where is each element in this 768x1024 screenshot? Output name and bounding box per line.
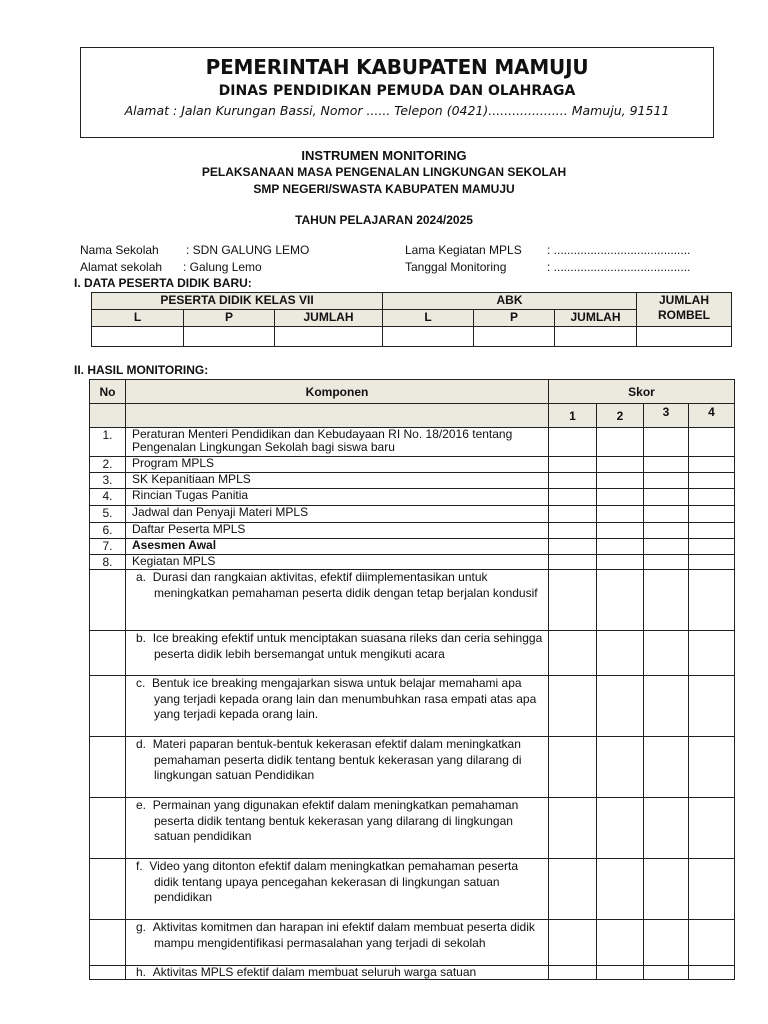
row-number-blank [90, 570, 126, 631]
score-cell[interactable] [549, 676, 597, 737]
table-row [90, 737, 735, 798]
sub-text: Video yang ditonton efektif dalam meningkatkan pemahaman peserta didik tentang upaya pencegahan kekerasan di lingkungan satuan pendidikan [149, 859, 519, 904]
input-cell[interactable] [555, 327, 637, 347]
sub-text: Aktivitas komitmen dan harapan ini efektif dalam membuat peserta didik mampu mengidentifikasi permasalahan yang terjadi di sekolah [152, 920, 535, 950]
score-cell[interactable] [597, 676, 644, 737]
row-number-blank [90, 798, 126, 859]
score-cell[interactable] [644, 631, 689, 676]
input-cell[interactable] [275, 327, 383, 347]
score-cell[interactable] [597, 570, 644, 631]
sub-label: b. [136, 631, 147, 645]
header-abk-p: P [474, 310, 555, 327]
score-cell[interactable] [549, 489, 597, 506]
row-number: 1. [90, 428, 126, 457]
skor-4: 4 [689, 404, 735, 428]
header-komponen: Komponen [126, 380, 549, 404]
alamat-sekolah-label: Alamat sekolah [80, 260, 163, 274]
row-number-blank [90, 966, 126, 980]
score-cell[interactable] [689, 473, 735, 489]
score-cell[interactable] [644, 523, 689, 539]
sub-text: Aktivitas MPLS efektif dalam membuat seluruh warga satuan [152, 965, 477, 979]
score-cell[interactable] [597, 798, 644, 859]
row-komponen: Asesmen Awal [126, 539, 549, 555]
sub-label: c. [136, 676, 146, 690]
input-cell[interactable] [637, 327, 732, 347]
row-komponen: Peraturan Menteri Pendidikan dan Kebudayaan RI No. 18/2016 tentang Pengenalan Lingkungan Sekolah bagi siswa baru [126, 428, 549, 457]
table-row [90, 539, 735, 555]
sub-text: Durasi dan rangkaian aktivitas, efektif diimplementasikan untuk meningkatkan pemahaman peserta didik dengan tetap berjalan kondusif [152, 570, 538, 600]
section-1-title: I. DATA PESERTA DIDIK BARU: [74, 276, 252, 290]
input-cell[interactable] [474, 327, 555, 347]
header-no: No [90, 380, 126, 404]
score-cell[interactable] [597, 859, 644, 920]
skor-2: 2 [597, 404, 644, 428]
sub-label: f. [136, 859, 143, 873]
header-abk: ABK [383, 293, 637, 310]
row-number: 2. [90, 457, 126, 473]
score-cell[interactable] [549, 555, 597, 570]
score-cell[interactable] [689, 489, 735, 506]
sub-text: Ice breaking efektif untuk menciptakan suasana rileks dan ceria sehingga peserta didik lebih bersemangat untuk mengikuti acara [152, 631, 543, 661]
score-cell[interactable] [549, 631, 597, 676]
table-row [90, 798, 735, 859]
sub-text: Permainan yang digunakan efektif dalam meningkatkan pemahaman peserta didik tentang bentuk kekerasan yang dilarang di lingkungan satuan pendidikan [152, 798, 519, 843]
score-cell[interactable] [644, 506, 689, 523]
row-komponen: Rincian Tugas Panitia [126, 489, 549, 506]
score-cell[interactable] [597, 539, 644, 555]
score-cell[interactable] [549, 473, 597, 489]
sub-item [126, 859, 549, 920]
score-cell[interactable] [597, 489, 644, 506]
row-number-blank [90, 920, 126, 966]
tanggal-monitoring-label: Tanggal Monitoring [405, 260, 507, 274]
sub-item [126, 676, 549, 737]
table-row [90, 920, 735, 966]
row-komponen: Daftar Peserta MPLS [126, 523, 549, 539]
sub-label: e. [136, 798, 147, 812]
score-cell[interactable] [644, 737, 689, 798]
score-cell[interactable] [549, 920, 597, 966]
score-cell[interactable] [689, 737, 735, 798]
score-cell[interactable] [689, 428, 735, 457]
row-number-blank [90, 676, 126, 737]
score-cell[interactable] [549, 798, 597, 859]
header-l: L [92, 310, 184, 327]
table-row [90, 506, 735, 523]
header-abk-l: L [383, 310, 474, 327]
letterhead-address: Alamat : Jalan Kurungan Bassi, Nomor ...... Telepon (0421).................... Mamuju, 91511 [124, 103, 670, 118]
table-row [90, 859, 735, 920]
score-cell[interactable] [644, 859, 689, 920]
sub-label: d. [136, 737, 147, 751]
header-p: P [184, 310, 275, 327]
score-cell[interactable] [689, 798, 735, 859]
score-cell[interactable] [549, 737, 597, 798]
skor-3: 3 [644, 404, 689, 428]
score-cell[interactable] [644, 798, 689, 859]
score-cell[interactable] [644, 920, 689, 966]
row-number-blank [90, 631, 126, 676]
table-row [90, 966, 735, 980]
sub-item [126, 631, 549, 676]
header-blank [126, 404, 549, 428]
score-cell[interactable] [689, 457, 735, 473]
score-cell[interactable] [689, 506, 735, 523]
score-cell[interactable] [644, 539, 689, 555]
tanggal-monitoring-value: : ......................................... [547, 260, 691, 274]
score-cell[interactable] [644, 473, 689, 489]
document-scope: SMP NEGERI/SWASTA KABUPATEN MAMUJU [253, 182, 515, 196]
header-jumlah-rombel: JUMLAH ROMBEL [637, 293, 732, 327]
sub-item [126, 798, 549, 859]
score-cell[interactable] [644, 966, 689, 980]
row-komponen: Kegiatan MPLS [126, 555, 549, 570]
score-cell[interactable] [689, 555, 735, 570]
letterhead-department: DINAS PENDIDIKAN PEMUDA DAN OLAHRAGA [218, 83, 576, 99]
section-2-title: II. HASIL MONITORING: [74, 363, 209, 377]
table-row [90, 473, 735, 489]
score-cell[interactable] [549, 859, 597, 920]
table-row [90, 457, 735, 473]
row-number: 4. [90, 489, 126, 506]
hasil-monitoring-table [89, 379, 735, 980]
nama-sekolah-label: Nama Sekolah [80, 243, 159, 257]
header-jumlah: JUMLAH [275, 310, 383, 327]
row-number: 7. [90, 539, 126, 555]
score-cell[interactable] [549, 539, 597, 555]
score-cell[interactable] [689, 539, 735, 555]
score-cell[interactable] [644, 555, 689, 570]
score-cell[interactable] [597, 473, 644, 489]
score-cell[interactable] [689, 570, 735, 631]
score-cell[interactable] [597, 966, 644, 980]
input-cell[interactable] [383, 327, 474, 347]
row-number-blank [90, 737, 126, 798]
score-cell[interactable] [644, 428, 689, 457]
score-cell[interactable] [689, 631, 735, 676]
lama-kegiatan-label: Lama Kegiatan MPLS [405, 243, 522, 257]
peserta-didik-table [91, 292, 732, 347]
document-subtitle: PELAKSANAAN MASA PENGENALAN LINGKUNGAN SEKOLAH [201, 165, 567, 179]
sub-item [126, 570, 549, 631]
skor-1: 1 [549, 404, 597, 428]
nama-sekolah-value: : SDN GALUNG LEMO [186, 243, 310, 257]
row-number: 5. [90, 506, 126, 523]
score-cell[interactable] [549, 966, 597, 980]
sub-text: Materi paparan bentuk-bentuk kekerasan efektif dalam meningkatkan pemahaman peserta didik tentang bentuk kekerasan yang dilarang di lingkungan satuan Pendidikan [152, 737, 522, 782]
row-number-blank [90, 859, 126, 920]
score-cell[interactable] [689, 523, 735, 539]
table-row [90, 631, 735, 676]
header-skor: Skor [549, 380, 735, 404]
score-cell[interactable] [549, 570, 597, 631]
header-abk-jumlah: JUMLAH [555, 310, 637, 327]
sub-item [126, 737, 549, 798]
academic-year: TAHUN PELAJARAN 2024/2025 [295, 213, 473, 227]
score-cell[interactable] [597, 737, 644, 798]
alamat-sekolah-value: : Galung Lemo [183, 260, 262, 274]
score-cell[interactable] [689, 966, 735, 980]
table-row [90, 523, 735, 539]
score-cell[interactable] [689, 859, 735, 920]
score-cell[interactable] [689, 676, 735, 737]
score-cell[interactable] [597, 631, 644, 676]
score-cell[interactable] [689, 920, 735, 966]
table-row [90, 489, 735, 506]
score-cell[interactable] [597, 506, 644, 523]
score-cell[interactable] [597, 555, 644, 570]
sub-label: h. [136, 965, 147, 979]
score-cell[interactable] [597, 523, 644, 539]
lama-kegiatan-value: : ......................................... [547, 243, 691, 257]
sub-item [126, 966, 549, 980]
score-cell[interactable] [597, 457, 644, 473]
score-cell[interactable] [644, 489, 689, 506]
row-number: 3. [90, 473, 126, 489]
score-cell[interactable] [549, 506, 597, 523]
table-row [90, 555, 735, 570]
letterhead-government: PEMERINTAH KABUPATEN MAMUJU [205, 55, 589, 79]
score-cell[interactable] [549, 523, 597, 539]
score-cell[interactable] [644, 570, 689, 631]
score-cell[interactable] [549, 457, 597, 473]
sub-label: a. [136, 570, 147, 584]
header-blank [90, 404, 126, 428]
score-cell[interactable] [597, 920, 644, 966]
score-cell[interactable] [644, 457, 689, 473]
score-cell[interactable] [549, 428, 597, 457]
row-number: 8. [90, 555, 126, 570]
score-cell[interactable] [597, 428, 644, 457]
row-number: 6. [90, 523, 126, 539]
row-komponen: SK Kepanitiaan MPLS [126, 473, 549, 489]
table-row [90, 676, 735, 737]
header-peserta-kelas-vii: PESERTA DIDIK KELAS VII [92, 293, 383, 310]
sub-label: g. [136, 920, 147, 934]
row-komponen: Program MPLS [126, 457, 549, 473]
sub-item [126, 920, 549, 966]
row-komponen: Jadwal dan Penyaji Materi MPLS [126, 506, 549, 523]
input-cell[interactable] [92, 327, 184, 347]
score-cell[interactable] [644, 676, 689, 737]
sub-text: Bentuk ice breaking mengajarkan siswa untuk belajar memahami apa yang terjadi kepada orang lain dan menumbuhkan rasa empati atas apa yang terjadi kepada orang lain. [152, 676, 537, 721]
table-row [90, 428, 735, 457]
document-title: INSTRUMEN MONITORING [301, 148, 467, 163]
letterhead [80, 47, 714, 138]
table-row [90, 570, 735, 631]
input-cell[interactable] [184, 327, 275, 347]
